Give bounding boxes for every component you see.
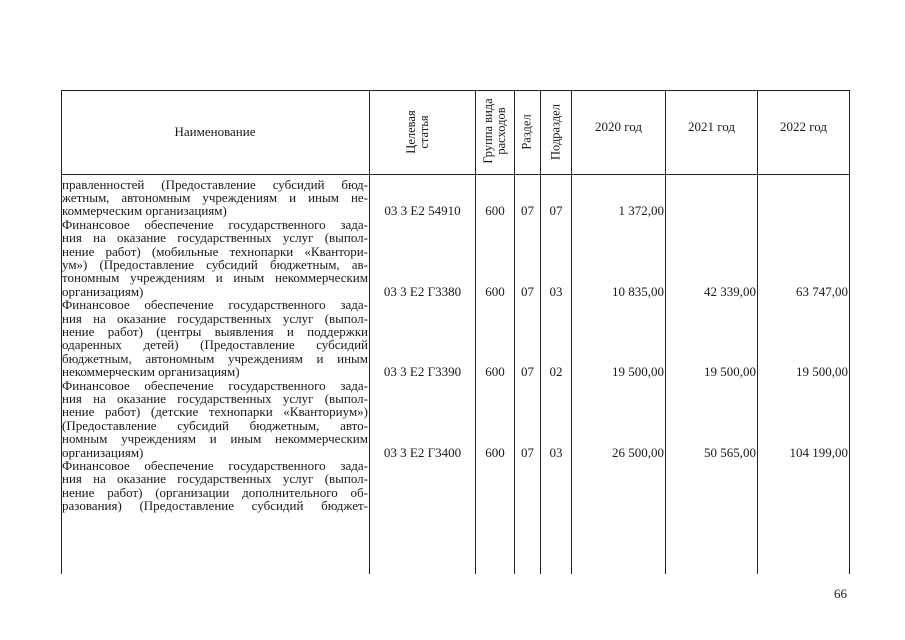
amount-2022-cell: 19 500,00 xyxy=(796,364,848,380)
name-line: нение работ) (организации дополнительного об- xyxy=(62,484,368,500)
header-name: Наименование xyxy=(174,124,256,139)
name-line: Финансовое обеспечение государственного зада- xyxy=(62,216,368,232)
name-line: жетным, автономным учреждениям и иным не- xyxy=(62,189,368,205)
name-line: нение работ) (детские технопарки «Кванториум») xyxy=(62,404,368,420)
target-article-cell: 03 3 E2 Г3380 xyxy=(383,283,462,299)
name-line: правленностей (Предоставление субсидий бюд- xyxy=(62,176,368,192)
section-cell: 07 xyxy=(521,364,534,380)
subsection-cell: 07 xyxy=(549,203,563,219)
name-line: организациям) xyxy=(62,444,144,460)
col-border-3 xyxy=(514,90,515,574)
name-line: коммерческим организациям) xyxy=(62,203,227,219)
header-target-article xyxy=(405,110,431,153)
header-expense-group-line1: Группа вида xyxy=(481,98,495,164)
header-year-2021: 2021 год xyxy=(688,119,735,134)
name-line: ния на оказание государственных услуг (выпол- xyxy=(62,230,368,246)
amount-2020-cell: 19 500,00 xyxy=(612,364,664,380)
expense-group-cell: 600 xyxy=(485,203,505,219)
header-expense-group xyxy=(482,98,508,163)
col-border-5 xyxy=(571,90,572,574)
name-line: организациям) xyxy=(62,283,144,299)
header-target-article-line2: статья xyxy=(417,115,431,149)
expense-group-cell: 600 xyxy=(485,444,505,460)
header-expense-group-line2: расходов xyxy=(494,107,508,155)
col-border-2 xyxy=(475,90,476,574)
name-line: номным учреждениям и иным некоммерческим xyxy=(62,431,368,447)
name-line: Финансовое обеспечение государственного зада- xyxy=(62,297,368,313)
name-line: нение работ) (мобильные технопарки «Квантори- xyxy=(62,243,368,259)
subsection-cell: 02 xyxy=(549,364,563,380)
header-year-2020: 2020 год xyxy=(595,119,642,134)
name-line: (Предоставление субсидий бюджетным, авто- xyxy=(62,417,368,433)
name-line: Финансовое обеспечение государственного зада- xyxy=(62,377,368,393)
name-line: ум») (Предоставление субсидий бюджетным, ав- xyxy=(62,256,368,272)
amount-2022-cell: 104 199,00 xyxy=(789,444,848,460)
header-bottom-border xyxy=(61,174,850,175)
name-line: некоммерческим организациям) xyxy=(62,364,240,380)
name-line: одаренных детей) (Предоставление субсидий xyxy=(62,337,368,353)
name-line: разования) (Предоставление субсидий бюджет- xyxy=(62,498,368,514)
header-target-article-line1: Целевая xyxy=(404,110,418,154)
target-article-cell: 03 3 E2 Г3390 xyxy=(383,364,462,380)
col-border-6 xyxy=(665,90,666,574)
col-border-1 xyxy=(369,90,370,574)
subsection-cell: 03 xyxy=(549,283,563,299)
name-line: ния на оказание государственных услуг (выпол- xyxy=(62,310,368,326)
header-subsection: Подраздел xyxy=(548,104,563,160)
amount-2022-cell: 63 747,00 xyxy=(796,283,848,299)
amount-2020-cell: 1 372,00 xyxy=(618,203,664,219)
name-line: тономным учреждениям и иным некоммерческим xyxy=(62,270,368,286)
name-line: бюджетным, автономным учреждениям и иным xyxy=(62,350,368,366)
expense-group-cell: 600 xyxy=(485,364,505,380)
col-border-7 xyxy=(757,90,758,574)
amount-2021-cell: 50 565,00 xyxy=(704,444,756,460)
target-article-cell: 03 3 E2 54910 xyxy=(384,203,461,219)
section-cell: 07 xyxy=(521,283,534,299)
col-border-8 xyxy=(849,90,850,574)
table-top-border xyxy=(61,90,850,91)
name-line: нение работ) (центры выявления и поддержки xyxy=(62,323,368,339)
amount-2020-cell: 26 500,00 xyxy=(612,444,664,460)
header-section: Раздел xyxy=(519,114,534,150)
header-year-2022: 2022 год xyxy=(780,119,827,134)
name-line: ния на оказание государственных услуг (выпол- xyxy=(62,390,368,406)
amount-2021-cell: 19 500,00 xyxy=(704,364,756,380)
name-line: Финансовое обеспечение государственного зада- xyxy=(62,457,368,473)
amount-2021-cell: 42 339,00 xyxy=(704,283,756,299)
section-cell: 07 xyxy=(521,444,534,460)
expense-group-cell: 600 xyxy=(485,283,505,299)
subsection-cell: 03 xyxy=(549,444,563,460)
target-article-cell: 03 3 E2 Г3400 xyxy=(383,444,462,460)
amount-2020-cell: 10 835,00 xyxy=(612,283,664,299)
section-cell: 07 xyxy=(521,203,534,219)
name-line: ния на оказание государственных услуг (выпол- xyxy=(62,471,368,487)
page-number: 66 xyxy=(834,586,847,601)
col-border-4 xyxy=(540,90,541,574)
